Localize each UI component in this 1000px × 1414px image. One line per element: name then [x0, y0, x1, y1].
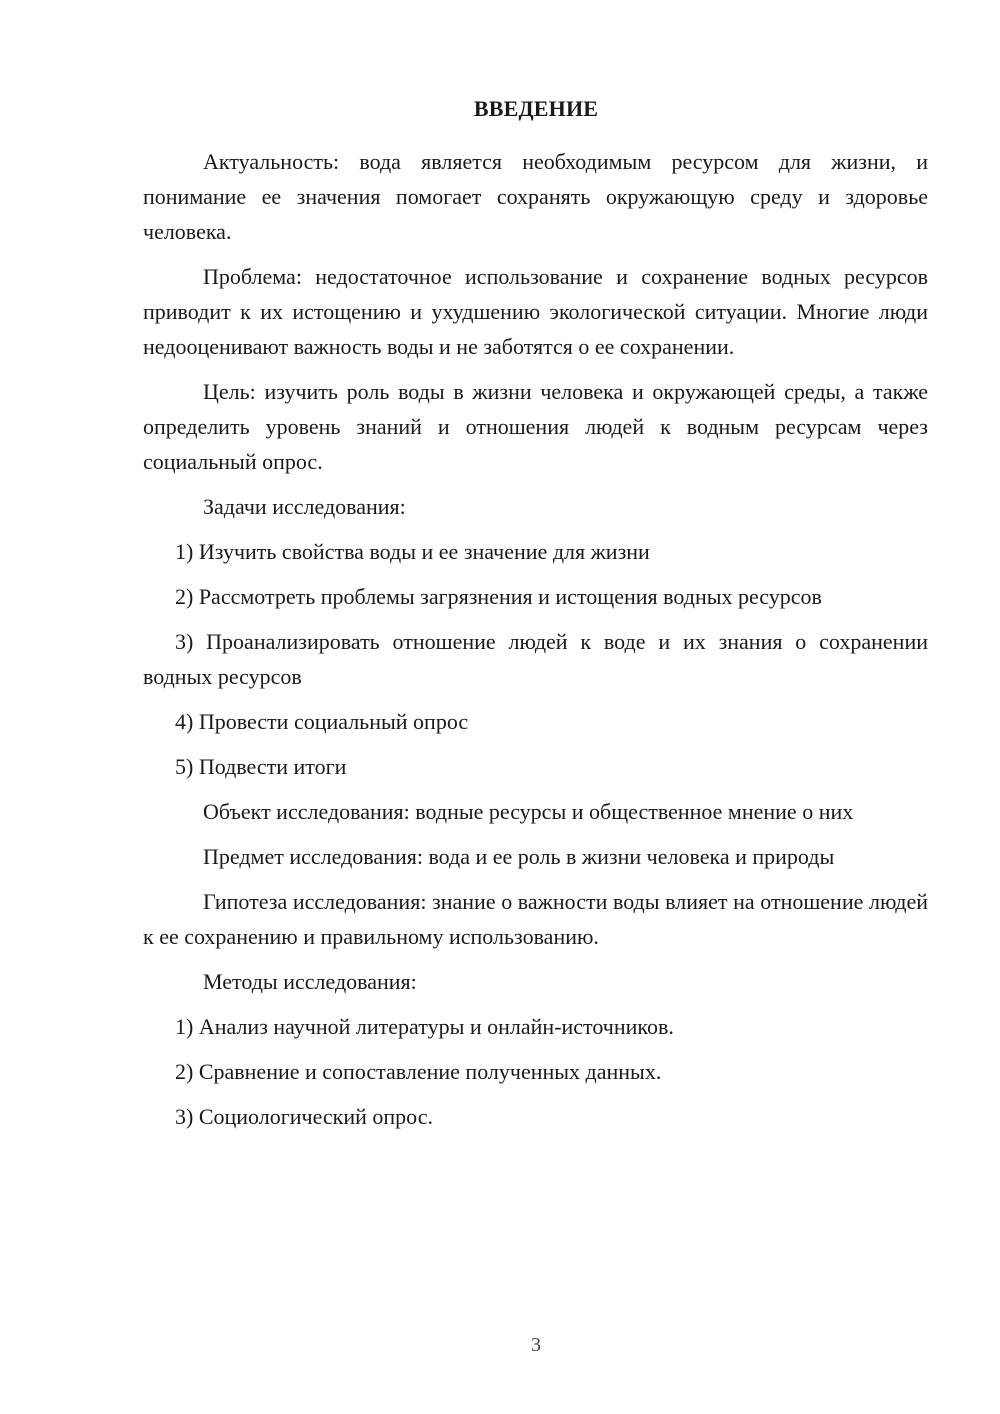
document-body	[143, 144, 928, 1144]
problem-paragraph: Проблема: недостаточное использование и сохранение водных ресурсов приводит к их истощению и ухудшению экологической ситуации. Многие люди недооценивают важность воды и не заботятся о ее сохранении.	[143, 264, 928, 359]
task-item: 1) Изучить свойства воды и ее значение для жизни	[175, 539, 650, 564]
task-item: 4) Провести социальный опрос	[175, 709, 469, 734]
page-number: 3	[531, 1334, 541, 1356]
hypothesis-paragraph: Гипотеза исследования: знание о важности воды влияет на отношение людей к ее сохранению и правильному использованию.	[143, 889, 928, 949]
section-title: ВВЕДЕНИЕ	[473, 96, 599, 121]
method-item: 3) Социологический опрос.	[175, 1104, 433, 1129]
goal-paragraph: Цель: изучить роль воды в жизни человека и окружающей среды, а также определить уровень знаний и отношения людей к водным ресурсам через социальный опрос.	[143, 379, 928, 474]
task-item: 5) Подвести итоги	[175, 754, 347, 779]
task-item: 3) Проанализировать отношение людей к воде и их знания о сохранении водных ресурсов	[143, 629, 928, 689]
tasks-heading: Задачи исследования:	[203, 494, 406, 519]
object-paragraph: Объект исследования: водные ресурсы и общественное мнение о них	[203, 799, 854, 824]
task-item: 2) Рассмотреть проблемы загрязнения и истощения водных ресурсов	[175, 584, 822, 609]
subject-paragraph: Предмет исследования: вода и ее роль в жизни человека и природы	[203, 844, 835, 869]
methods-heading: Методы исследования:	[203, 969, 417, 994]
method-item: 2) Сравнение и сопоставление полученных данных.	[175, 1059, 662, 1084]
method-item: 1) Анализ научной литературы и онлайн-источников.	[175, 1014, 674, 1039]
relevance-paragraph: Актуальность: вода является необходимым ресурсом для жизни, и понимание ее значения помогает сохранять окружающую среду и здоровье человека.	[143, 149, 928, 244]
